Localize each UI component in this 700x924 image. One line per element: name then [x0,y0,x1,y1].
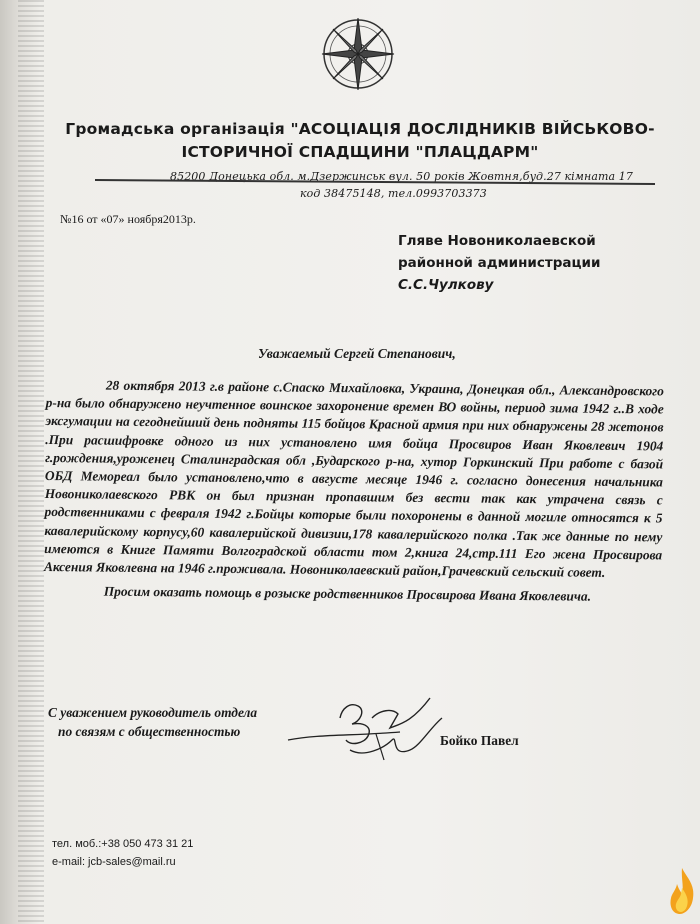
contact-email: e-mail: jcb-sales@mail.ru [52,856,176,868]
body-paragraph: Просим оказать помощь в розыске родственников Просвирова Ивана Яковлевича. [103,583,592,604]
closing-block [48,703,257,741]
contact-phone: тел. моб.:+38 050 473 31 21 [52,838,194,850]
addressee-line: Гляве Новониколаевской [398,233,596,249]
flame-icon [667,866,697,916]
addressee-name: С.С.Чулкову [398,277,494,293]
contact-block [52,835,193,871]
letter-body [44,376,664,607]
org-name-line-2: ІСТОРИЧНОЇ СПАДЩИНИ "ПЛАЦДАРМ" [181,143,539,161]
registration-number: №16 от «07» ноября2013р. [60,212,196,226]
addressee-line: районной администрации [398,255,601,271]
salutation: Уважаемый Сергей Степанович, [258,346,456,361]
org-name-line-1: Громадська організація "АСОЦІАЦІЯ ДОСЛІДНИКІВ ВІЙСЬКОВО- [65,120,655,138]
addressee-block [398,230,600,296]
handwritten-signature [280,688,450,768]
scan-edge-shadow [18,0,44,924]
closing-department: по связям с общественностью [58,724,241,739]
closing-title: С уважением руководитель отдела [48,705,258,720]
signer-name: Бойко Павел [440,733,519,748]
body-paragraph: 28 октября 2013 г.в районе с.Спаско Михайловка, Украина, Донецкая обл., Александровского р-на было обнаружено неучтенное воинское захоронение времен ВО войны, период зима 1942 г..В ходе эксгумации на сегоднейший день подняты 115 бойцов Красной армия при них обнаружены 28 жетонов .При расшифровке одного из них установлено имя бойца Просвиров Иван Яковлевич 1904 г.рождения,уроженец Сталинградская обл ,Бударского р-на, хутор Горкинский При работе с базой ОБД Мемореал было установлено,что в августе месяце 1946 г. согласно донесения начальника Новониколаевского РВК он был признан пропавшим без вести так как утрачена связь с родственниками с февраля 1942 г.Бойцы которые были похоронены в данной могиле относятся к 5 кавалерийскому корпусу,60 кавалерийской дивизии,178 кавалерийского полка .Так же данные по нему имеются в Книге Памяти Волгоградской области том 2,книга 24,стр.111 Его жена Просвирова Аксения Яковлевна на 1946 г.проживала. Новониколаевский район,Грачевский сельский совет. [43,377,664,580]
org-code-phone: код 38475148, тел.0993703373 [300,187,487,200]
org-address: 85200 Донецька обл. м.Дзержинськ вул. 50 років Жовтня,буд.27 кімната 17 [170,170,634,183]
compass-rose-icon [318,14,398,94]
